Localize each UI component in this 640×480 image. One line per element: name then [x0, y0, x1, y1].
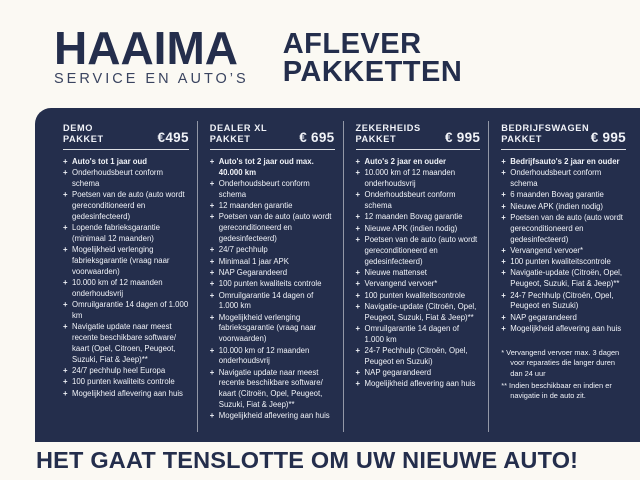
package-price: € 695 — [299, 130, 335, 145]
package-feature-text: Poetsen van de auto (auto wordt gereconditioneerd en gedesinfecteerd) — [510, 212, 623, 244]
package-feature — [501, 313, 626, 324]
package-name — [356, 123, 421, 144]
package-feature — [63, 389, 189, 400]
package-feature-text: Poetsen van de auto (auto wordt gereconditioneerd en gedesinfecteerd) — [218, 212, 332, 244]
plus-icon: + — [355, 168, 361, 178]
package-feature-text: Mogelijkheid verlenging fabrieksgarantie (vraag naar voorwaarden) — [218, 312, 317, 344]
package-feature — [356, 302, 481, 324]
footnote: * Vervangend vervoer max. 3 dagen voor reparaties die langer duren dan 24 uur — [501, 347, 620, 378]
plus-icon: + — [355, 235, 361, 245]
package-column — [343, 121, 489, 432]
package-feature — [501, 202, 626, 213]
package-feature-text: Navigatie-update (Citroën, Opel, Peugeot, Suzuki, Fiat & Jeep)** — [364, 301, 477, 322]
package-feature-text: Nieuwe APK (indien nodig) — [364, 223, 458, 233]
package-feature — [63, 190, 189, 222]
package-feature-list — [63, 157, 189, 400]
plus-icon: + — [209, 290, 215, 300]
package-feature — [210, 411, 335, 422]
logo-tagline: SERVICE EN AUTO’S — [54, 71, 249, 87]
package-feature-text: 10.000 km of 12 maanden onderhoudsvrij — [364, 168, 456, 189]
package-feature-text: Mogelijkheid aflevering aan huis — [364, 379, 476, 389]
plus-icon: + — [501, 323, 506, 333]
package-feature-text: Nieuwe APK (indien nodig) — [510, 201, 604, 211]
plus-icon: + — [63, 322, 68, 332]
logo — [54, 22, 249, 87]
plus-icon: + — [355, 190, 361, 200]
plus-icon: + — [355, 301, 361, 311]
plus-icon: + — [209, 367, 215, 377]
package-feature-text: NAP gegarandeerd — [510, 312, 577, 322]
package-price: €495 — [157, 130, 189, 145]
package-feature — [210, 212, 335, 244]
package-feature — [210, 279, 335, 290]
footer — [36, 447, 640, 474]
header-divider — [63, 149, 189, 150]
plus-icon: + — [63, 190, 68, 200]
header-divider — [501, 149, 626, 150]
package-column — [197, 121, 343, 432]
package-feature-text: Omruilgarantie 14 dagen of 1.000 km — [72, 300, 189, 321]
header-divider — [210, 149, 335, 150]
header — [0, 0, 640, 108]
package-feature — [501, 268, 626, 290]
package-feature — [356, 224, 481, 235]
plus-icon: + — [209, 345, 215, 355]
package-feature-text: Auto's tot 2 jaar oud max. 40.000 km — [218, 157, 314, 177]
plus-icon: + — [501, 312, 506, 322]
plus-icon: + — [63, 366, 68, 376]
plus-icon: + — [209, 279, 215, 289]
package-feature — [356, 235, 481, 267]
package-feature — [210, 179, 335, 201]
package-feature-text: Navigatie update naar meest recente beschikbare software/ kaart (Opel, Citroen, Peugeot, Suzuki, Fiat & Jeep)** — [72, 322, 177, 364]
package-feature — [356, 368, 481, 379]
plus-icon: + — [63, 157, 68, 166]
package-feature-text: 100 punten kwaliteitscontrole — [510, 257, 611, 267]
package-feature — [63, 366, 189, 377]
package-feature — [356, 279, 481, 290]
package-feature — [210, 346, 335, 368]
package-feature-text: 12 maanden garantie — [218, 201, 293, 211]
plus-icon: + — [63, 223, 68, 233]
package-header — [210, 123, 335, 144]
package-feature-text: Auto's tot 1 jaar oud — [72, 157, 148, 166]
package-feature-text: 24-7 Pechhulp (Citroën, Opel, Peugeot en Suzuki) — [510, 290, 614, 311]
package-feature — [501, 190, 626, 201]
plus-icon: + — [501, 290, 506, 300]
package-feature-text: Poetsen van de auto (auto wordt gereconditioneerd en gedesinfecteerd) — [72, 190, 185, 221]
package-feature-text: Bedrijfsauto's 2 jaar en ouder — [510, 157, 620, 166]
package-feature — [501, 291, 626, 313]
package-feature — [356, 291, 481, 302]
package-feature-text: Omruilgarantie 14 dagen of 1.000 km — [218, 290, 314, 311]
package-feature — [210, 368, 335, 411]
package-feature — [210, 201, 335, 212]
package-feature — [356, 346, 481, 368]
package-feature-text: Mogelijkheid aflevering aan huis — [72, 388, 183, 398]
plus-icon: + — [209, 267, 215, 277]
package-feature-text: Omruilgarantie 14 dagen of 1.000 km — [364, 323, 459, 344]
package-name-line1: ZEKERHEIDS — [355, 123, 421, 133]
plus-icon: + — [209, 157, 215, 166]
page-title-line1: AFLEVER — [282, 28, 422, 60]
package-feature-text: Mogelijkheid aflevering aan huis — [218, 411, 330, 421]
packages-panel — [35, 108, 640, 442]
package-feature — [63, 278, 189, 300]
package-feature — [501, 168, 626, 190]
package-feature — [356, 379, 481, 390]
package-feature-text: 100 punten kwaliteitscontrole — [364, 290, 466, 300]
package-feature-text: 12 maanden Bovag garantie — [364, 212, 463, 222]
package-feature-text: Auto's 2 jaar en ouder — [364, 157, 447, 166]
plus-icon: + — [355, 212, 361, 222]
package-feature — [356, 212, 481, 223]
package-feature — [210, 157, 335, 179]
plus-icon: + — [501, 245, 506, 255]
package-feature — [501, 257, 626, 268]
page-title-line2: PAKKETTEN — [282, 56, 463, 88]
package-feature — [356, 324, 481, 346]
package-feature-text: Mogelijkheid aflevering aan huis — [510, 323, 622, 333]
package-header — [501, 123, 626, 144]
plus-icon: + — [355, 346, 361, 356]
package-name — [63, 123, 104, 144]
package-feature — [356, 157, 481, 168]
package-feature-text: Navigatie-update (Citroën, Opel, Peugeot, Suzuki, Fiat & Jeep)** — [510, 268, 623, 289]
package-name — [210, 123, 267, 144]
footer-slogan: HET GAAT TENSLOTTE OM UW NIEUWE AUTO! — [36, 447, 579, 473]
package-feature — [63, 168, 189, 190]
package-feature — [356, 168, 481, 190]
package-feature-text: 10.000 km of 12 maanden onderhoudsvrij — [72, 278, 163, 299]
package-feature-list — [501, 157, 626, 402]
package-feature-list — [210, 157, 335, 422]
package-feature-text: 100 punten kwaliteits controle — [72, 377, 175, 387]
plus-icon: + — [209, 212, 215, 222]
package-feature-text: Onderhoudsbeurt conform schema — [364, 190, 456, 211]
package-feature — [356, 190, 481, 212]
package-feature-text: Navigatie update naar meest recente beschikbare software/ kaart (Citroën, Opel, Peugeot, Suzuki, Fiat & Jeep)** — [218, 367, 323, 410]
plus-icon: + — [355, 279, 361, 289]
package-name-line2: PAKKET — [355, 133, 397, 144]
plus-icon: + — [63, 388, 68, 398]
package-header — [356, 123, 481, 144]
package-feature-text: 10.000 km of 12 maanden onderhoudsvrij — [218, 345, 310, 366]
plus-icon: + — [209, 179, 215, 189]
package-feature-text: Onderhoudsbeurt conform schema — [510, 168, 602, 189]
package-feature — [501, 246, 626, 257]
package-feature-text: Nieuwe mattenset — [364, 267, 427, 277]
package-feature-text: NAP gegarandeerd — [364, 368, 432, 378]
plus-icon: + — [501, 268, 506, 278]
package-feature — [210, 257, 335, 268]
package-header — [63, 123, 189, 144]
plus-icon: + — [501, 201, 506, 211]
package-feature-text: Mogelijkheid verlenging fabrieksgarantie (vraag naar voorwaarden) — [72, 245, 170, 276]
plus-icon: + — [501, 212, 506, 222]
plus-icon: + — [209, 201, 215, 211]
plus-icon: + — [355, 223, 361, 233]
package-feature-text: 24/7 pechhulp heel Europa — [72, 366, 166, 376]
footnotes — [501, 348, 626, 402]
package-feature — [63, 377, 189, 388]
package-column — [488, 121, 634, 432]
package-feature-text: Lopende fabrieksgarantie (minimaal 12 maanden) — [72, 223, 160, 244]
plus-icon: + — [209, 312, 215, 322]
package-feature — [63, 322, 189, 365]
package-feature-text: Minimaal 1 jaar APK — [218, 256, 289, 266]
plus-icon: + — [501, 157, 506, 166]
package-feature-text: Vervangend vervoer* — [510, 245, 584, 255]
package-feature-text: Onderhoudsbeurt conform schema — [72, 168, 164, 189]
package-feature-text: 24/7 pechhulp — [218, 245, 268, 255]
package-feature-text: 24-7 Pechhulp (Citroën, Opel, Peugeot en Suzuki) — [364, 346, 468, 366]
package-feature — [63, 300, 189, 322]
plus-icon: + — [355, 323, 361, 333]
package-name — [501, 123, 589, 144]
package-feature — [210, 268, 335, 279]
plus-icon: + — [63, 377, 68, 387]
package-feature — [356, 268, 481, 279]
plus-icon: + — [501, 190, 506, 200]
footnote: ** Indien beschikbaar en indien er navigatie in de auto zit. — [501, 380, 612, 401]
logo-name: HAAIMA — [54, 22, 238, 74]
package-name-line2: PAKKET — [63, 133, 104, 144]
plus-icon: + — [355, 157, 361, 166]
header-divider — [356, 149, 481, 150]
plus-icon: + — [355, 368, 361, 378]
plus-icon: + — [63, 168, 68, 178]
package-feature-text: 100 punten kwaliteits controle — [218, 279, 322, 289]
package-columns — [51, 121, 634, 432]
plus-icon: + — [501, 168, 506, 178]
package-name-line1: BEDRIJFSWAGEN — [501, 123, 590, 133]
plus-icon: + — [209, 411, 215, 421]
plus-icon: + — [63, 278, 68, 288]
plus-icon: + — [63, 245, 68, 255]
package-feature-list — [356, 157, 481, 390]
plus-icon: + — [355, 290, 361, 300]
package-feature — [63, 223, 189, 245]
package-feature — [501, 213, 626, 245]
package-name-line1: DEMO — [63, 123, 93, 133]
package-feature-text: NAP Gegarandeerd — [218, 267, 288, 277]
package-feature-text: Onderhoudsbeurt conform schema — [218, 179, 310, 199]
package-column — [51, 121, 197, 432]
package-feature — [210, 313, 335, 345]
plus-icon: + — [63, 300, 68, 310]
package-price: € 995 — [444, 130, 481, 145]
package-feature — [501, 157, 626, 168]
package-price: € 995 — [590, 130, 626, 145]
page-title — [283, 30, 463, 86]
package-feature-text: 6 maanden Bovag garantie — [510, 190, 604, 200]
package-feature — [63, 245, 189, 277]
package-name-line2: PAKKET — [501, 133, 542, 144]
package-feature — [210, 291, 335, 313]
package-feature — [210, 245, 335, 256]
package-feature-text: Vervangend vervoer* — [364, 279, 438, 289]
package-feature — [63, 157, 189, 168]
plus-icon: + — [355, 267, 361, 277]
plus-icon: + — [355, 379, 361, 389]
package-feature — [501, 324, 626, 335]
package-name-line2: PAKKET — [209, 133, 251, 144]
plus-icon: + — [501, 257, 506, 267]
package-feature-text: Poetsen van de auto (auto wordt gereconditioneerd en gedesinfecteerd) — [364, 235, 478, 266]
package-name-line1: DEALER XL — [209, 123, 268, 133]
plus-icon: + — [209, 256, 215, 266]
plus-icon: + — [209, 245, 215, 255]
